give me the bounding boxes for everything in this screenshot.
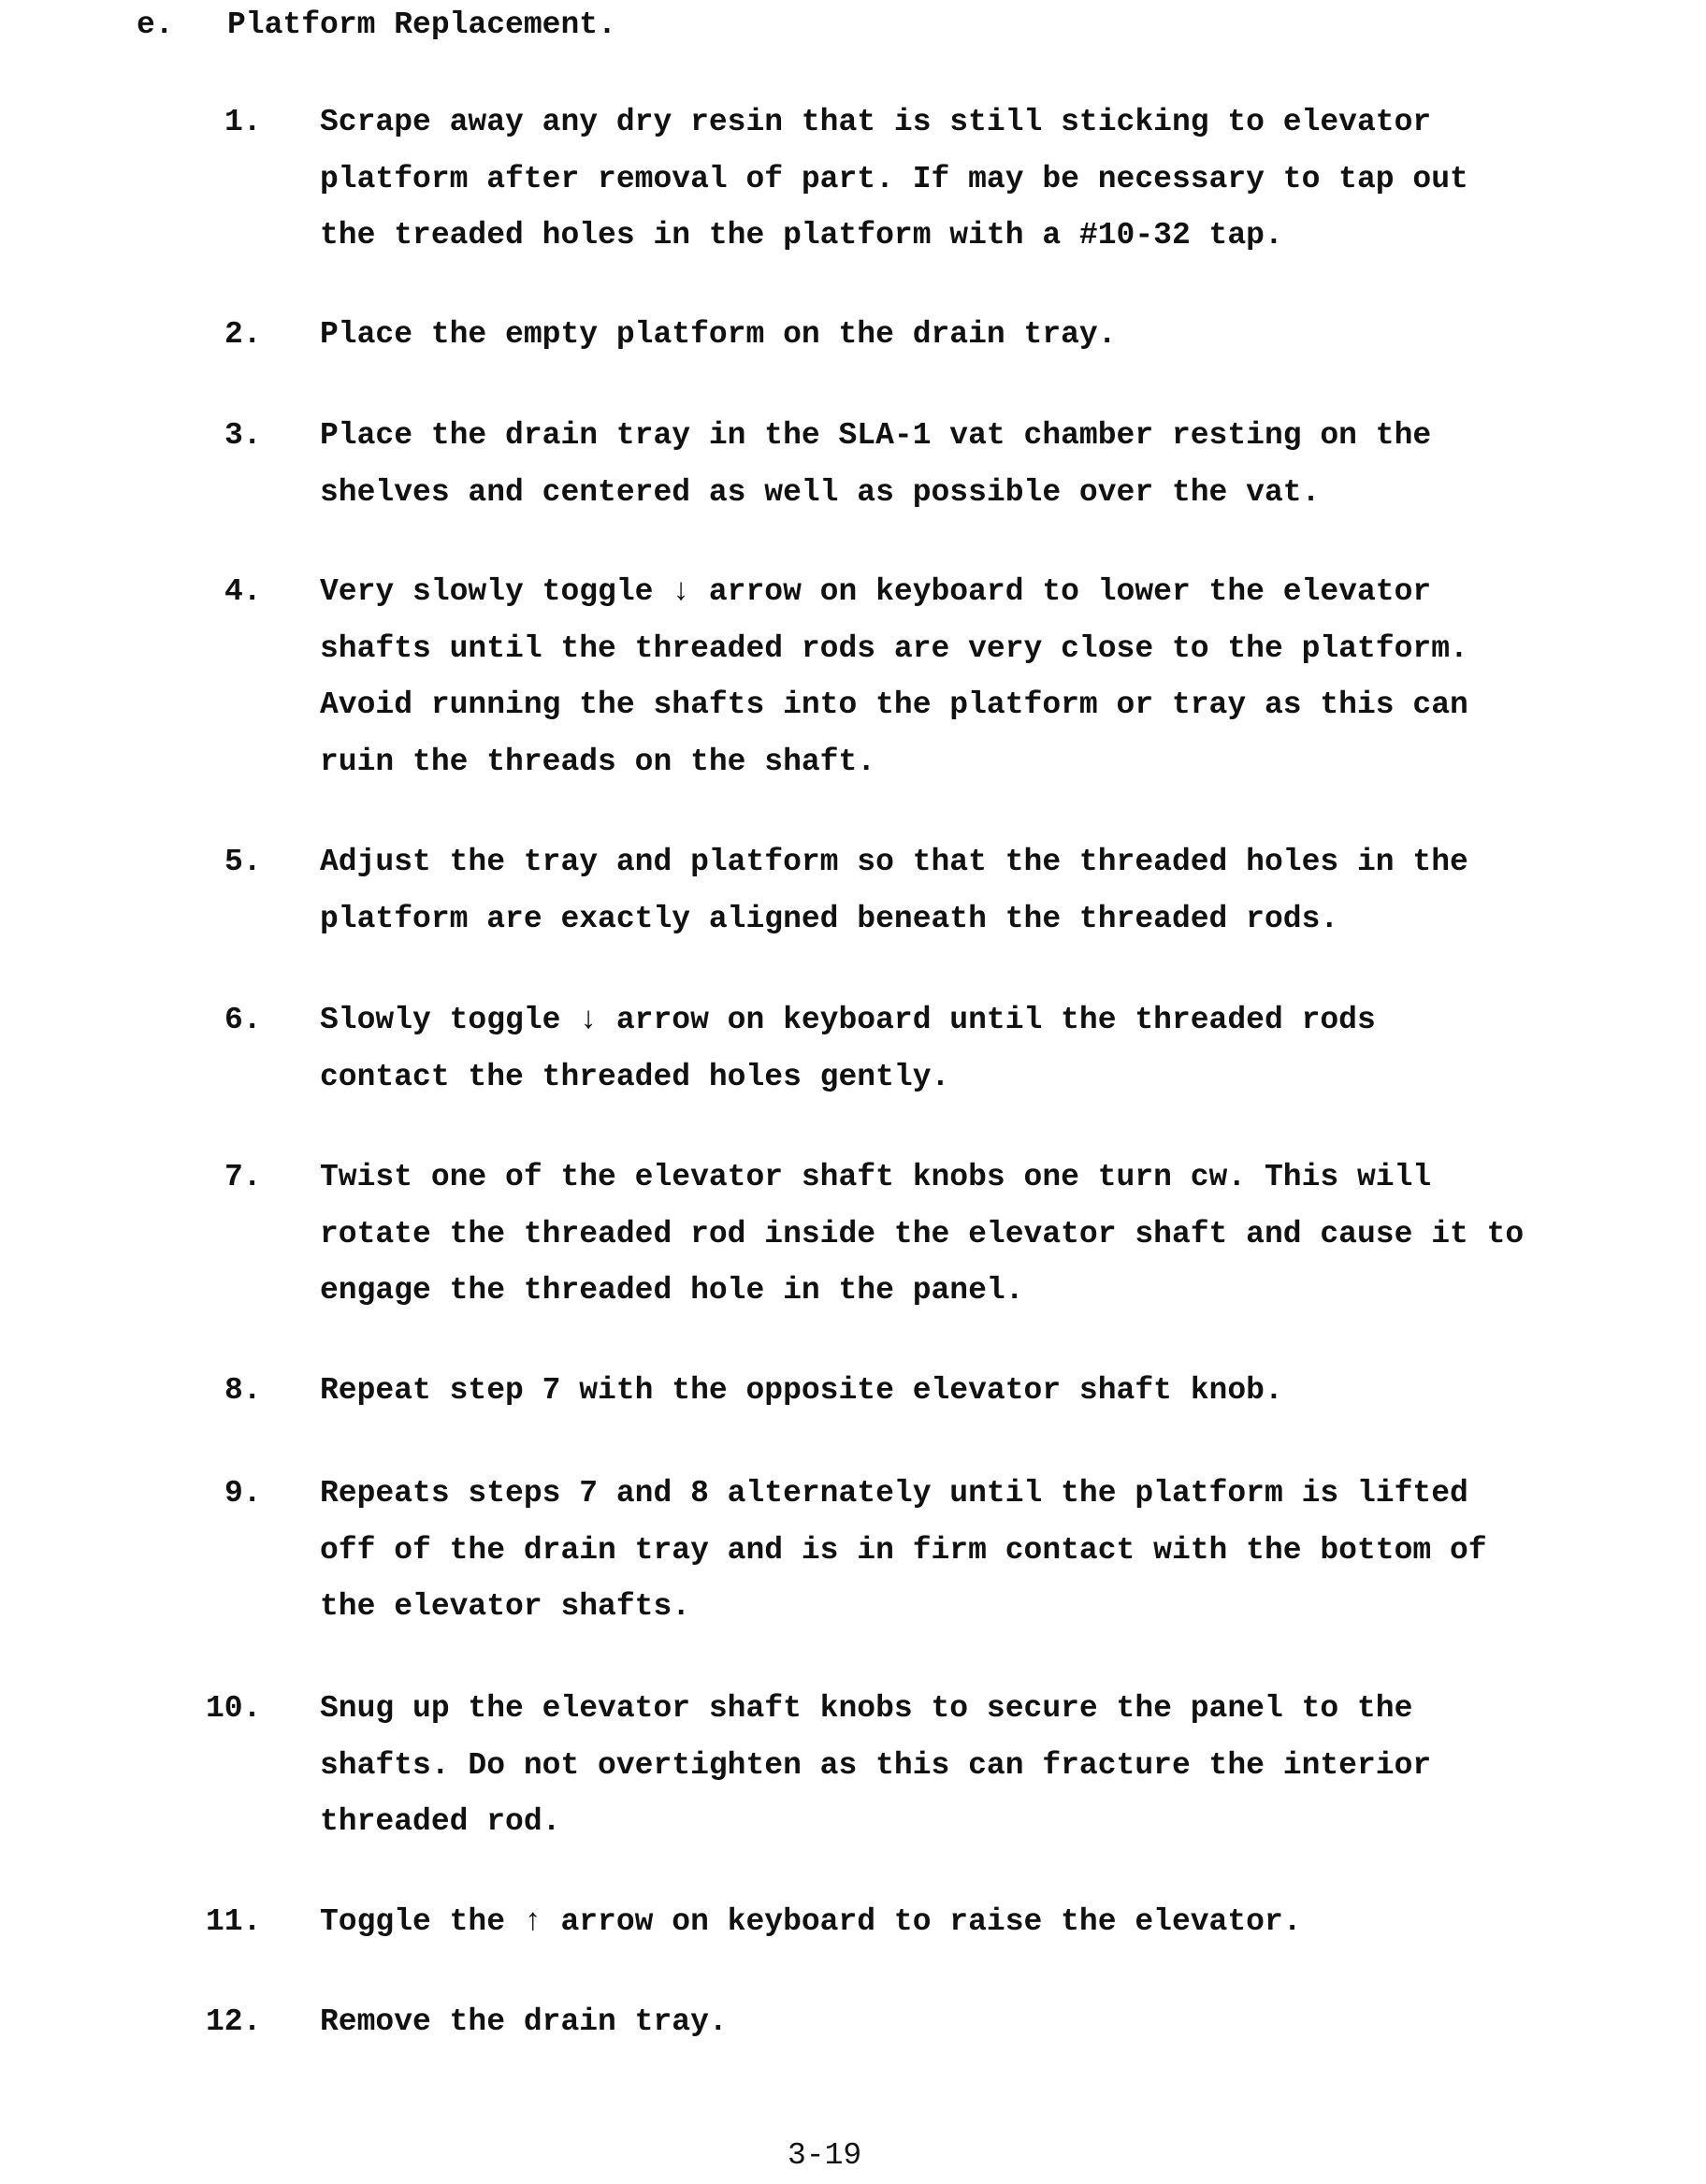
step-text: Repeats steps 7 and 8 alternately until the platform is lifted off of the drain tray and is in firm contact with the bottom of the elevator shafts. <box>320 1466 1629 1636</box>
step-text: Place the drain tray in the SLA-1 vat chamber resting on the shelves and centered as well as possible over the vat. <box>320 408 1629 521</box>
step-number: 5. <box>224 834 262 890</box>
step-text: Snug up the elevator shaft knobs to secure the panel to the shafts. Do not overtighten as this can fracture the interior threaded rod. <box>320 1681 1629 1851</box>
step-number: 7. <box>224 1150 262 1206</box>
step-text: Remove the drain tray. <box>320 1994 1629 2051</box>
step-number: 10. <box>206 1681 261 1737</box>
step-text: Repeat step 7 with the opposite elevator shaft knob. <box>320 1363 1629 1420</box>
step-text: Scrape away any dry resin that is still sticking to elevator platform after removal of part. If may be necessary to tap out the treaded holes in the platform with a #10-32 tap. <box>320 94 1629 265</box>
step-number: 3. <box>224 408 262 464</box>
step-text: Slowly toggle ↓ arrow on keyboard until the threaded rods contact the threaded holes gently. <box>320 992 1629 1106</box>
page-number: 3-19 <box>788 2128 861 2184</box>
step-text: Adjust the tray and platform so that the threaded holes in the platform are exactly aligned beneath the threaded rods. <box>320 834 1629 947</box>
step-number: 2. <box>224 307 262 363</box>
step-number: 4. <box>224 564 262 620</box>
step-text: Place the empty platform on the drain tray. <box>320 307 1629 364</box>
step-number: 8. <box>224 1363 262 1419</box>
step-text: Twist one of the elevator shaft knobs one turn cw. This will rotate the threaded rod inside the elevator shaft and cause it to engage the threaded hole in the panel. <box>320 1150 1629 1320</box>
step-number: 6. <box>224 992 262 1049</box>
step-number: 9. <box>224 1466 262 1522</box>
step-number: 12. <box>206 1994 261 2050</box>
step-text: Very slowly toggle ↓ arrow on keyboard to lower the elevator shafts until the threaded rods are very close to the platform. Avoid running the shafts into the platform or tray as this can ruin the threads on the shaft. <box>320 564 1629 790</box>
section-letter: e. <box>137 0 174 53</box>
step-number: 11. <box>206 1894 261 1950</box>
section-title: Platform Replacement. <box>227 0 616 53</box>
step-number: 1. <box>224 94 262 151</box>
step-text: Toggle the ↑ arrow on keyboard to raise the elevator. <box>320 1894 1629 1951</box>
